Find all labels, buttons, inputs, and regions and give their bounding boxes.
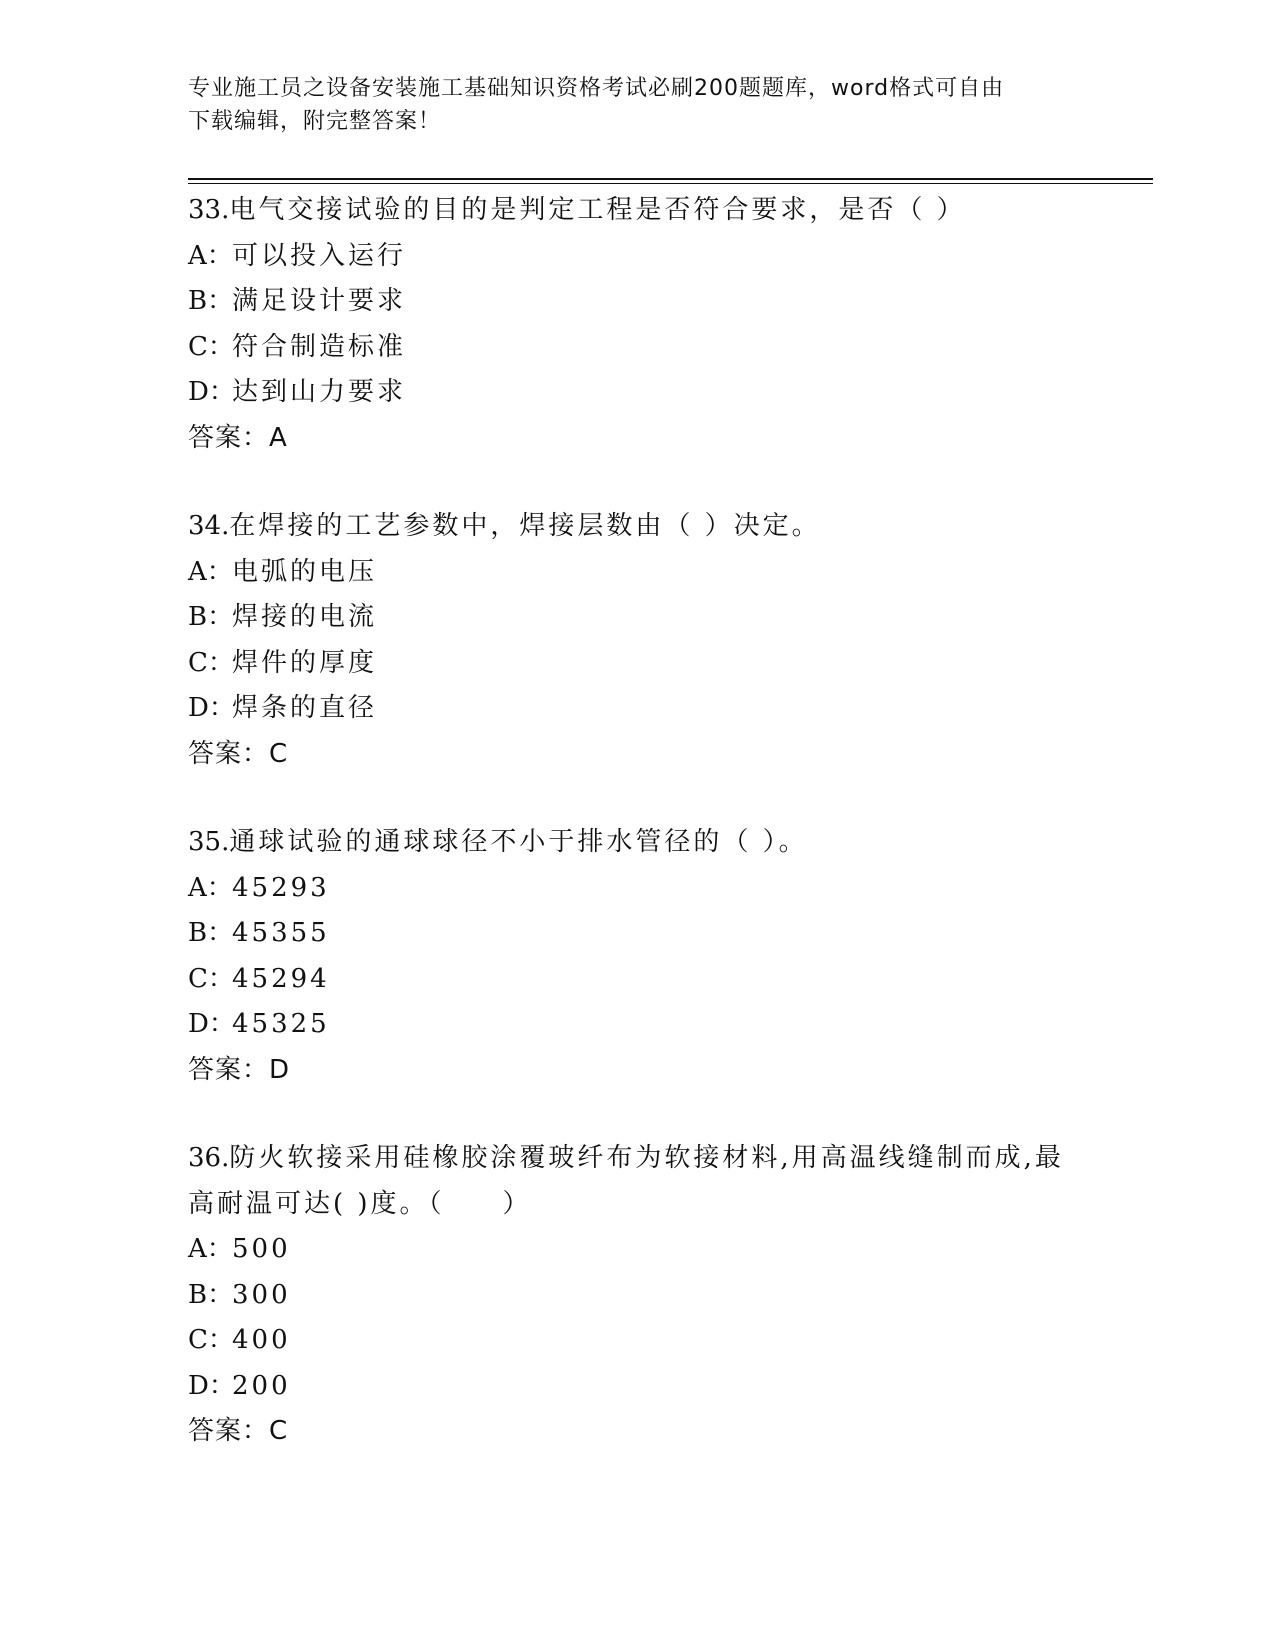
option-key: D：	[188, 377, 235, 407]
option-text: 焊接的电流	[232, 602, 378, 632]
option-text: 45293	[232, 872, 330, 903]
option-key: C：	[188, 331, 234, 362]
option-key: A：	[188, 556, 233, 587]
option-key: D：	[188, 1370, 235, 1401]
option-text: 45355	[232, 918, 330, 948]
header-divider-thin	[188, 183, 1153, 184]
option-d	[188, 370, 1088, 416]
question-number: 33.	[188, 195, 230, 225]
option-text: 达到山力要求	[232, 377, 407, 407]
option-text: 45325	[232, 1009, 330, 1039]
option-text: 300	[232, 1279, 291, 1310]
question-stem	[188, 504, 1088, 550]
option-d	[188, 686, 1088, 732]
option-key: C：	[188, 1325, 234, 1355]
option-b	[188, 279, 1088, 325]
option-d	[188, 1002, 1088, 1048]
option-text: 符合制造标准	[232, 331, 407, 362]
option-c	[188, 957, 1088, 1003]
option-key: A：	[188, 240, 233, 271]
option-text: 焊条的直径	[232, 693, 378, 723]
header-divider-thick	[188, 178, 1153, 180]
option-b	[188, 595, 1088, 641]
question-36	[188, 1136, 1088, 1455]
option-a	[188, 550, 1088, 596]
question-33	[188, 188, 1088, 461]
question-35	[188, 820, 1088, 1093]
answer-line: 答案：D	[188, 1054, 291, 1085]
option-key: B：	[188, 1279, 234, 1310]
option-text: 可以投入运行	[232, 240, 407, 271]
option-b	[188, 911, 1088, 957]
option-text: 500	[232, 1234, 291, 1264]
header-line-2: 下载编辑，附完整答案！	[188, 109, 442, 134]
question-number: 35.	[188, 827, 230, 857]
question-34	[188, 504, 1088, 777]
option-c	[188, 641, 1088, 687]
question-text: 防火软接采用硅橡胶涂覆玻纤布为软接材料,用高温线缝制而成,最高耐温可达( )度。（ ）	[188, 1143, 1064, 1219]
option-key: D：	[188, 1009, 235, 1039]
option-key: A：	[188, 872, 233, 903]
document-header	[188, 72, 1088, 138]
option-d	[188, 1364, 1088, 1410]
option-key: A：	[188, 1234, 233, 1264]
option-b	[188, 1273, 1088, 1319]
option-text: 400	[232, 1325, 291, 1355]
answer-line: 答案：C	[188, 738, 289, 769]
option-key: C：	[188, 963, 234, 994]
option-key: C：	[188, 647, 234, 678]
option-text: 焊件的厚度	[232, 647, 378, 678]
option-a	[188, 234, 1088, 280]
option-text: 45294	[232, 963, 330, 994]
question-text: 在焊接的工艺参数中，焊接层数由（ ）决定。	[229, 511, 821, 541]
question-stem	[188, 188, 1088, 234]
option-c	[188, 325, 1088, 371]
header-line-1: 专业施工员之设备安装施工基础知识资格考试必刷200题题库，word格式可自由	[188, 76, 1005, 101]
option-a	[188, 866, 1088, 912]
answer-line: 答案：A	[188, 422, 288, 453]
option-text: 200	[232, 1370, 291, 1401]
question-text: 通球试验的通球球径不小于排水管径的（ ）。	[229, 827, 808, 857]
question-list	[188, 188, 1088, 1498]
option-key: B：	[188, 602, 234, 632]
option-text: 满足设计要求	[232, 286, 407, 316]
option-key: D：	[188, 693, 235, 723]
question-number: 34.	[188, 511, 230, 541]
option-c	[188, 1318, 1088, 1364]
option-text: 电弧的电压	[232, 556, 378, 587]
question-stem	[188, 820, 1088, 866]
question-stem	[188, 1136, 1088, 1227]
question-number: 36.	[188, 1143, 230, 1173]
answer-line: 答案：C	[188, 1416, 289, 1446]
option-key: B：	[188, 918, 234, 948]
option-a	[188, 1227, 1088, 1273]
question-text: 电气交接试验的目的是判定工程是否符合要求，是否（ ）	[229, 195, 966, 225]
option-key: B：	[188, 286, 234, 316]
